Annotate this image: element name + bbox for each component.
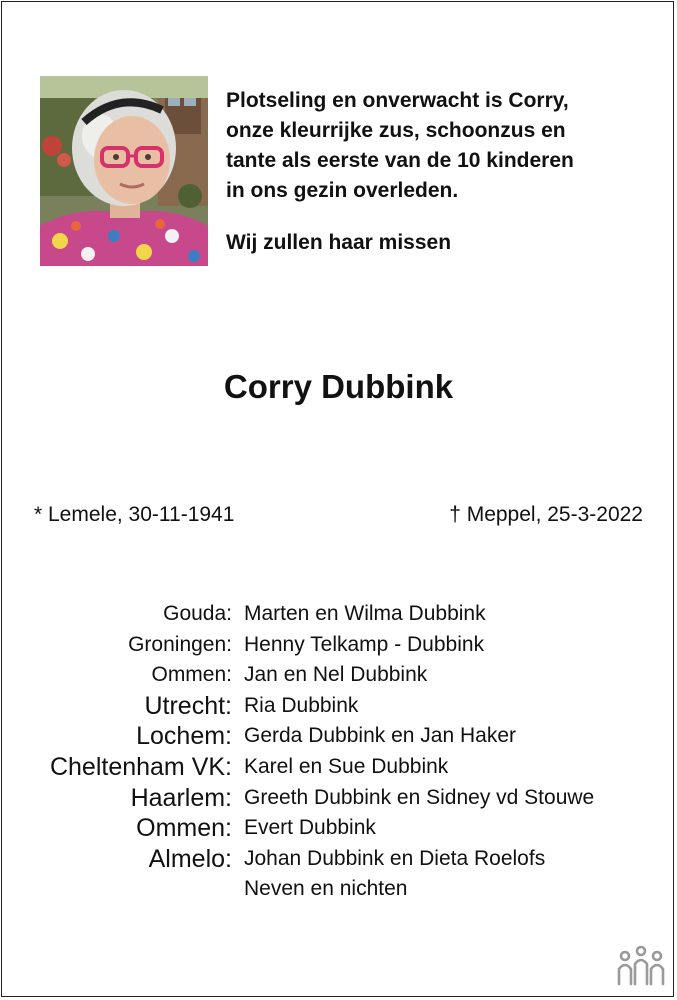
relative-people: Jan en Nel Dubbink (244, 663, 428, 687)
closing-line: Wij zullen haar missen (226, 231, 452, 254)
deceased-name: Corry Dubbink (223, 368, 454, 405)
relative-place: Ommen: (151, 663, 232, 687)
relative-people: Evert Dubbink (244, 816, 376, 840)
relative-people: Gerda Dubbink en Jan Haker (244, 724, 516, 748)
relative-place: Utrecht: (144, 691, 232, 720)
relative-place: Groningen: (128, 632, 232, 656)
relative-row (0, 660, 677, 691)
intro-text (226, 86, 646, 258)
relative-place: Lochem: (136, 722, 232, 751)
death-info: † Meppel, 25-3-2022 (449, 503, 643, 526)
relative-row (0, 691, 677, 722)
relative-people: Greeth Dubbink en Sidney vd Stouwe (244, 785, 595, 809)
relative-people: Neven en nichten (244, 877, 408, 901)
relative-people: Ria Dubbink (244, 693, 359, 717)
relative-row (0, 783, 677, 814)
relative-people: Karel en Sue Dubbink (244, 754, 449, 778)
intro-line: onze kleurrijke zus, schoonzus en (226, 119, 566, 142)
intro-line: Plotseling en onverwacht is Corry, (226, 89, 569, 112)
portrait-photo (40, 76, 208, 266)
intro-line: tante als eerste van de 10 kinderen (226, 149, 574, 172)
relative-row (0, 599, 677, 630)
intro-line: in ons gezin overleden. (226, 179, 459, 202)
birth-info: * Lemele, 30-11-1941 (34, 503, 235, 526)
relative-place: Gouda: (163, 602, 232, 625)
relative-place: Ommen: (136, 814, 232, 843)
relative-people: Marten en Wilma Dubbink (244, 602, 486, 625)
relative-row (0, 813, 677, 844)
relative-people: Henny Telkamp - Dubbink (244, 632, 485, 656)
relative-row (0, 752, 677, 783)
relative-place: Almelo: (148, 844, 232, 873)
relative-row (0, 844, 677, 875)
relative-row (0, 874, 677, 905)
relative-place: Haarlem: (130, 783, 232, 812)
relative-row (0, 721, 677, 752)
relatives-list (0, 599, 677, 905)
relative-people: Johan Dubbink en Dieta Roelofs (244, 846, 546, 870)
relative-place: Cheltenham VK: (49, 752, 232, 781)
family-group-logo-icon (616, 944, 666, 986)
relative-row (0, 630, 677, 661)
